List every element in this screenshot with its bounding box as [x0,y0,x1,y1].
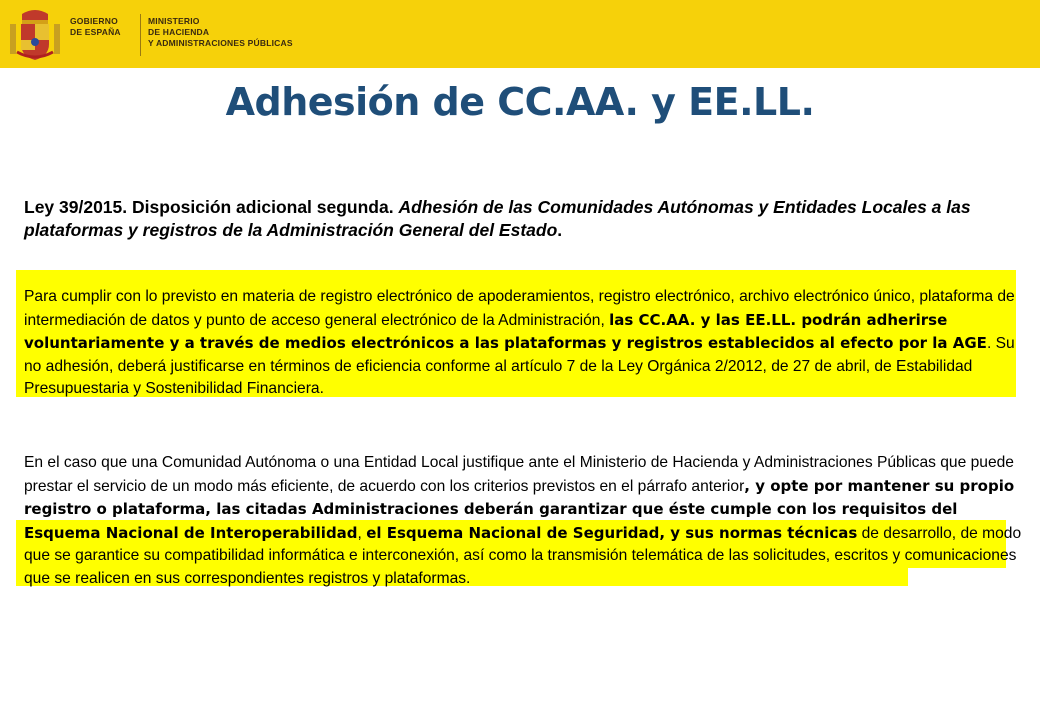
paragraph-1 [24,286,1024,401]
coat-of-arms-icon [8,6,62,62]
ministry-name [148,16,318,49]
p2-text-2: , [357,524,367,542]
law-reference [24,196,1024,242]
slide-title: Adhesión de CC.AA. y EE.LL. [225,80,815,124]
p1-text-1: Para cumplir con lo previsto en materia de registro electrónico de apoderamientos, registro electrónico, archivo electrónico único, plataforma de intermediación de datos y punto de acceso general electrónico de la Administración, [24,288,1015,329]
law-provision: Disposición adicional segunda [132,197,389,217]
law-heading: Adhesión de las Comunidades Autónomas y Entidades Locales a las plataformas y registros de la Administración General del Estado [24,197,971,240]
logo-divider [140,14,141,56]
law-sep-1: . [122,197,133,217]
law-sep-2: . [388,197,399,217]
paragraph-2 [24,452,1024,590]
p2-text-1: En el caso que una Comunidad Autónoma o una Entidad Local justifique ante el Ministerio de Hacienda y Administraciones Públicas que puede prestar el servicio de un modo más eficiente, de acuerdo con los criterios previstos en el párrafo anterior [24,454,1014,495]
government-name [70,16,140,38]
p1-bold-1: las CC.AA. y las EE.LL. podrán adherirse voluntariamente y a través de medios electrónicos a las plataformas y registros establecidos al efecto por la AGE [24,310,987,352]
ministry-line-1: MINISTERIO [148,16,200,26]
gov-line-1: GOBIERNO [70,16,118,26]
ministry-line-2: DE HACIENDA [148,27,210,37]
p2-bold-1: , y opte por mantener su propio registro o plataforma, las citadas Administraciones deberán garantizar que éste cumple con los requisitos del Esquema Nacional de Interoperabilidad [24,476,1015,542]
gov-line-2: DE ESPAÑA [70,27,121,37]
p2-text-3: de desarrollo, de modo que se garantice su compatibilidad informática e interconexión, así como la transmisión telemática de las solicitudes, escritos y comunicaciones que se realicen en sus correspondientes registros y plataformas. [24,524,1022,587]
p2-bold-2: el Esquema Nacional de Seguridad, y sus normas técnicas [366,523,858,542]
header-bar [0,0,1040,68]
ministry-line-3: Y ADMINISTRACIONES PÚBLICAS [148,38,293,48]
law-ref: Ley 39/2015 [24,197,123,217]
p1-text-2: . Su no adhesión, deberá justificarse en términos de eficiencia conforme al artículo 7 de la Ley Orgánica 2/2012, de 27 de abril, de Estabilidad Presupuestaria y Sostenibilidad Financiera. [24,335,1015,397]
law-end: . [557,220,563,240]
